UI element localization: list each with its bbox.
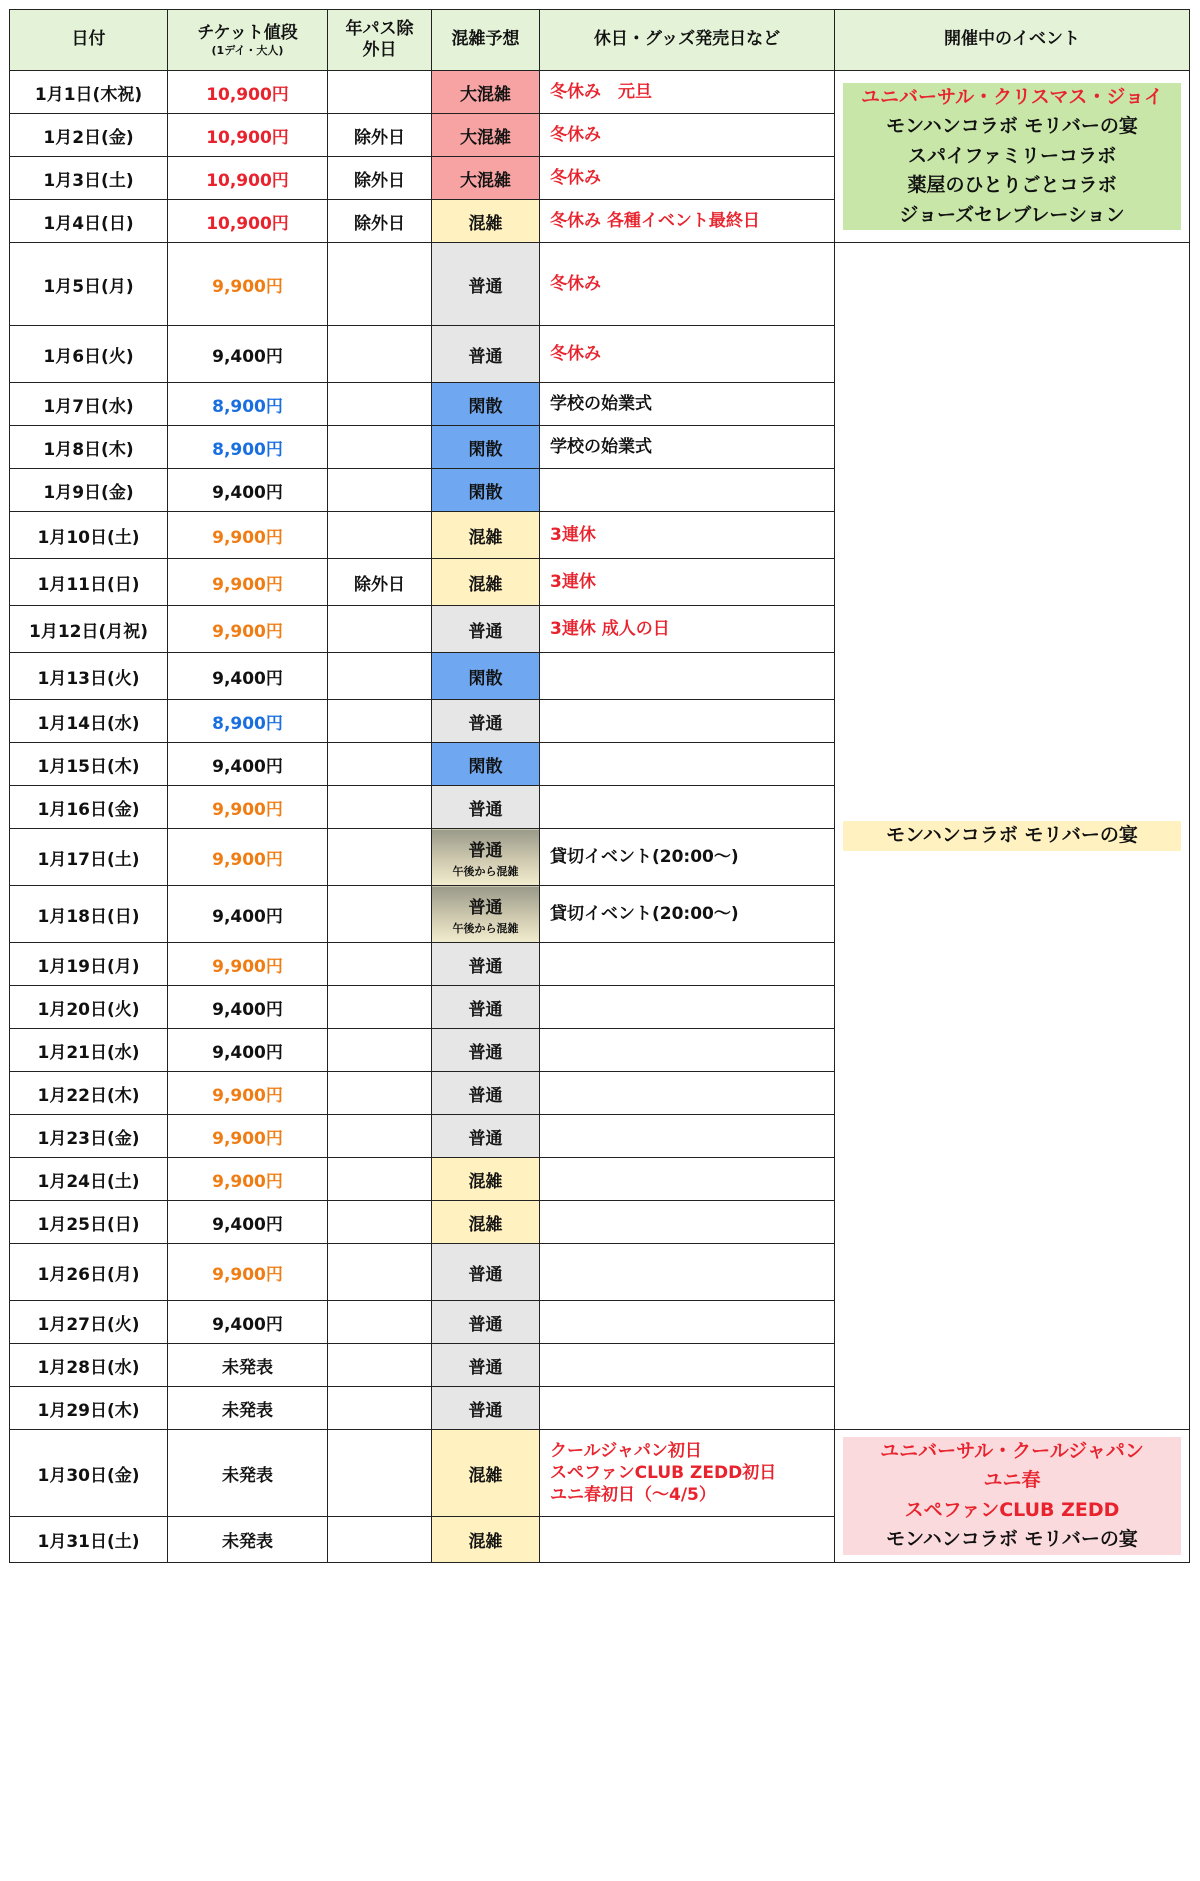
notes-line: 冬休み [550, 167, 601, 188]
notes-cell [540, 559, 835, 606]
notes-cell [540, 326, 835, 383]
price-cell: 9,400円 [168, 886, 328, 943]
annual-pass-cell [328, 1029, 432, 1072]
notes-line: 冬休み [550, 273, 601, 294]
price-cell: 9,900円 [168, 1244, 328, 1301]
crowd-label: 普通 [468, 999, 503, 1020]
price-cell: 9,900円 [168, 1115, 328, 1158]
crowd-cell [432, 1387, 540, 1430]
annual-pass-cell [328, 71, 432, 114]
crowd-cell [432, 786, 540, 829]
event-name: スパイファミリーコラボ [907, 144, 1117, 167]
event-box [843, 821, 1181, 850]
header-date: 日付 [10, 10, 168, 71]
annual-pass-cell [328, 1344, 432, 1387]
notes-cell [540, 1115, 835, 1158]
date-cell: 1月25日(日) [10, 1201, 168, 1244]
crowd-cell [432, 653, 540, 700]
annual-pass-cell: 除外日 [328, 559, 432, 606]
header-price-label: チケット値段 [197, 22, 298, 43]
notes-line: 3連休 成人の日 [550, 618, 670, 639]
header-annual-pass [328, 10, 432, 71]
notes-line: 冬休み [550, 343, 601, 364]
notes-line: 3連休 [550, 524, 596, 545]
price-cell: 8,900円 [168, 700, 328, 743]
notes-cell [540, 383, 835, 426]
table-row [10, 243, 1190, 326]
crowd-cell [432, 243, 540, 326]
crowd-label: 普通 [468, 1357, 503, 1378]
date-cell: 1月24日(土) [10, 1158, 168, 1201]
crowd-cell [432, 1158, 540, 1201]
crowd-label: 普通 [468, 1128, 503, 1149]
event-box [843, 1437, 1181, 1555]
date-cell: 1月13日(火) [10, 653, 168, 700]
crowd-label: 普通 [468, 1314, 503, 1335]
notes-cell [540, 986, 835, 1029]
price-cell: 9,400円 [168, 469, 328, 512]
crowd-label: 混雑 [468, 1465, 503, 1486]
annual-pass-cell: 除外日 [328, 200, 432, 243]
annual-pass-cell [328, 986, 432, 1029]
price-cell: 9,400円 [168, 1029, 328, 1072]
notes-cell [540, 1301, 835, 1344]
notes-cell [540, 829, 835, 886]
date-cell: 1月9日(金) [10, 469, 168, 512]
header-events: 開催中のイベント [835, 10, 1190, 71]
event-name: モンハンコラボ モリバーの宴 [886, 1528, 1138, 1551]
crowd-label: 閑散 [468, 482, 503, 503]
date-cell: 1月26日(月) [10, 1244, 168, 1301]
annual-pass-cell [328, 606, 432, 653]
notes-cell [540, 469, 835, 512]
crowd-cell [432, 886, 540, 943]
annual-pass-cell [328, 243, 432, 326]
notes-cell [540, 743, 835, 786]
crowd-label: 閑散 [468, 668, 503, 689]
notes-line: 学校の始業式 [550, 393, 652, 414]
crowd-label: 普通 [468, 1400, 503, 1421]
crowd-sub-label: 午後から混雑 [452, 864, 519, 878]
annual-pass-cell [328, 1201, 432, 1244]
date-cell: 1月14日(水) [10, 700, 168, 743]
notes-cell [540, 700, 835, 743]
event-name: ジョーズセレブレーション [899, 203, 1125, 226]
notes-cell [540, 1158, 835, 1201]
date-cell: 1月8日(木) [10, 426, 168, 469]
notes-line: 学校の始業式 [550, 436, 652, 457]
crowd-label: 普通 [468, 897, 503, 918]
date-cell: 1月29日(木) [10, 1387, 168, 1430]
price-cell: 9,900円 [168, 943, 328, 986]
crowd-cell [432, 469, 540, 512]
annual-pass-cell: 除外日 [328, 114, 432, 157]
header-row [10, 10, 1190, 71]
event-name: スペファンCLUB ZEDD [904, 1498, 1120, 1521]
price-cell: 9,400円 [168, 1301, 328, 1344]
crowd-label: 普通 [468, 1264, 503, 1285]
event-name: ユニ春 [983, 1469, 1041, 1492]
price-cell: 9,400円 [168, 653, 328, 700]
notes-cell [540, 1430, 835, 1517]
notes-cell [540, 786, 835, 829]
crowd-cell [432, 829, 540, 886]
crowd-cell [432, 383, 540, 426]
date-cell: 1月6日(火) [10, 326, 168, 383]
notes-line: ユニ春初日（〜4/5） [550, 1485, 716, 1506]
price-cell: 8,900円 [168, 383, 328, 426]
price-cell: 9,400円 [168, 326, 328, 383]
crowd-cell [432, 606, 540, 653]
annual-pass-cell [328, 512, 432, 559]
crowd-calendar-table [9, 9, 1190, 1563]
price-cell: 未発表 [168, 1344, 328, 1387]
annual-pass-cell [328, 700, 432, 743]
crowd-sub-label: 午後から混雑 [452, 921, 519, 935]
annual-pass-cell [328, 1517, 432, 1562]
price-cell: 9,400円 [168, 986, 328, 1029]
schedule-sheet [9, 9, 1189, 1872]
notes-cell [540, 886, 835, 943]
notes-cell [540, 943, 835, 986]
price-cell: 9,900円 [168, 829, 328, 886]
table-row [10, 71, 1190, 114]
price-cell: 9,900円 [168, 606, 328, 653]
notes-cell [540, 512, 835, 559]
annual-pass-cell [328, 1387, 432, 1430]
crowd-label: 普通 [468, 799, 503, 820]
notes-cell [540, 1344, 835, 1387]
annual-pass-cell [328, 1301, 432, 1344]
price-cell: 8,900円 [168, 426, 328, 469]
date-cell: 1月31日(土) [10, 1517, 168, 1562]
annual-pass-cell [328, 1244, 432, 1301]
annual-pass-cell [328, 743, 432, 786]
price-cell: 9,400円 [168, 1201, 328, 1244]
crowd-label: 普通 [468, 1085, 503, 1106]
annual-pass-cell [328, 1072, 432, 1115]
notes-cell [540, 1387, 835, 1430]
annual-pass-cell [328, 829, 432, 886]
date-cell: 1月11日(日) [10, 559, 168, 606]
notes-line: 貸切イベント(20:00〜) [550, 903, 739, 924]
price-cell: 9,900円 [168, 243, 328, 326]
crowd-label: 大混雑 [460, 170, 511, 191]
crowd-cell [432, 1072, 540, 1115]
date-cell: 1月7日(水) [10, 383, 168, 426]
price-cell: 10,900円 [168, 114, 328, 157]
crowd-label: 混雑 [468, 574, 503, 595]
annual-pass-cell [328, 653, 432, 700]
crowd-cell [432, 700, 540, 743]
crowd-label: 混雑 [468, 527, 503, 548]
price-cell: 9,900円 [168, 786, 328, 829]
notes-cell [540, 1072, 835, 1115]
price-cell: 9,400円 [168, 743, 328, 786]
header-price-sub: (1デイ・大人) [211, 43, 284, 57]
notes-cell [540, 243, 835, 326]
notes-cell [540, 1029, 835, 1072]
date-cell: 1月27日(火) [10, 1301, 168, 1344]
notes-cell [540, 653, 835, 700]
notes-cell [540, 1244, 835, 1301]
crowd-label: 普通 [468, 276, 503, 297]
crowd-cell [432, 114, 540, 157]
crowd-cell [432, 71, 540, 114]
crowd-label: 大混雑 [460, 127, 511, 148]
notes-line: 貸切イベント(20:00〜) [550, 846, 739, 867]
crowd-cell [432, 743, 540, 786]
crowd-cell [432, 943, 540, 986]
price-cell: 10,900円 [168, 71, 328, 114]
annual-pass-cell [328, 943, 432, 986]
annual-pass-cell [328, 786, 432, 829]
crowd-cell [432, 512, 540, 559]
price-cell: 9,900円 [168, 1072, 328, 1115]
crowd-cell [432, 1301, 540, 1344]
crowd-label: 普通 [468, 840, 503, 861]
annual-pass-cell [328, 886, 432, 943]
notes-cell [540, 426, 835, 469]
price-cell: 9,900円 [168, 512, 328, 559]
date-cell: 1月12日(月祝) [10, 606, 168, 653]
crowd-label: 混雑 [468, 1532, 503, 1553]
crowd-label: 大混雑 [460, 84, 511, 105]
date-cell: 1月1日(木祝) [10, 71, 168, 114]
notes-cell [540, 114, 835, 157]
event-box [843, 83, 1181, 230]
notes-cell [540, 1201, 835, 1244]
crowd-label: 混雑 [468, 213, 503, 234]
notes-cell [540, 157, 835, 200]
crowd-label: 閑散 [468, 439, 503, 460]
header-annual-pass-label: 年パス除外日 [345, 18, 414, 60]
notes-cell [540, 1517, 835, 1562]
crowd-label: 閑散 [468, 756, 503, 777]
annual-pass-cell [328, 1158, 432, 1201]
date-cell: 1月2日(金) [10, 114, 168, 157]
crowd-label: 混雑 [468, 1214, 503, 1235]
crowd-label: 普通 [468, 956, 503, 977]
crowd-label: 普通 [468, 621, 503, 642]
crowd-cell [432, 200, 540, 243]
date-cell: 1月17日(土) [10, 829, 168, 886]
price-cell: 未発表 [168, 1430, 328, 1517]
date-cell: 1月10日(土) [10, 512, 168, 559]
crowd-cell [432, 1115, 540, 1158]
event-name: ユニバーサル・クリスマス・ジョイ [861, 85, 1163, 108]
event-name: ユニバーサル・クールジャパン [880, 1440, 1144, 1462]
annual-pass-cell [328, 469, 432, 512]
crowd-label: 閑散 [468, 396, 503, 417]
notes-line: 冬休み 元旦 [550, 81, 652, 102]
notes-cell [540, 200, 835, 243]
notes-line: スペファンCLUB ZEDD初日 [550, 1463, 777, 1484]
crowd-cell [432, 1430, 540, 1517]
crowd-cell [432, 1344, 540, 1387]
date-cell: 1月22日(木) [10, 1072, 168, 1115]
crowd-cell [432, 1244, 540, 1301]
date-cell: 1月28日(水) [10, 1344, 168, 1387]
event-name: モンハンコラボ モリバーの宴 [886, 824, 1138, 847]
date-cell: 1月5日(月) [10, 243, 168, 326]
event-block [835, 71, 1190, 243]
header-crowd: 混雑予想 [432, 10, 540, 71]
annual-pass-cell [328, 326, 432, 383]
date-cell: 1月19日(月) [10, 943, 168, 986]
date-cell: 1月18日(日) [10, 886, 168, 943]
crowd-label: 普通 [468, 346, 503, 367]
notes-cell [540, 606, 835, 653]
date-cell: 1月30日(金) [10, 1430, 168, 1517]
event-name: モンハンコラボ モリバーの宴 [886, 115, 1138, 138]
table-body [10, 71, 1190, 1563]
crowd-label: 普通 [468, 713, 503, 734]
annual-pass-cell [328, 383, 432, 426]
notes-cell [540, 71, 835, 114]
date-cell: 1月20日(火) [10, 986, 168, 1029]
price-cell: 9,900円 [168, 1158, 328, 1201]
event-block [835, 1430, 1190, 1563]
crowd-cell [432, 426, 540, 469]
table-row [10, 1430, 1190, 1517]
header-notes: 休日・グッズ発売日など [540, 10, 835, 71]
date-cell: 1月21日(水) [10, 1029, 168, 1072]
crowd-label: 混雑 [468, 1171, 503, 1192]
crowd-cell [432, 157, 540, 200]
crowd-cell [432, 559, 540, 606]
annual-pass-cell: 除外日 [328, 157, 432, 200]
crowd-cell [432, 1201, 540, 1244]
date-cell: 1月4日(日) [10, 200, 168, 243]
header-price [168, 10, 328, 71]
event-name: 薬屋のひとりごとコラボ [907, 174, 1117, 197]
crowd-label: 普通 [468, 1042, 503, 1063]
notes-line: 3連休 [550, 571, 596, 592]
notes-line: クールジャパン初日 [550, 1441, 702, 1462]
notes-line: 冬休み 各種イベント最終日 [550, 210, 760, 231]
date-cell: 1月15日(木) [10, 743, 168, 786]
annual-pass-cell [328, 1115, 432, 1158]
price-cell: 10,900円 [168, 200, 328, 243]
event-block [835, 243, 1190, 1430]
crowd-cell [432, 1517, 540, 1562]
price-cell: 未発表 [168, 1387, 328, 1430]
price-cell: 10,900円 [168, 157, 328, 200]
crowd-cell [432, 986, 540, 1029]
date-cell: 1月23日(金) [10, 1115, 168, 1158]
notes-line: 冬休み [550, 124, 601, 145]
date-cell: 1月16日(金) [10, 786, 168, 829]
price-cell: 未発表 [168, 1517, 328, 1562]
annual-pass-cell [328, 1430, 432, 1517]
date-cell: 1月3日(土) [10, 157, 168, 200]
crowd-cell [432, 326, 540, 383]
price-cell: 9,900円 [168, 559, 328, 606]
annual-pass-cell [328, 426, 432, 469]
crowd-cell [432, 1029, 540, 1072]
